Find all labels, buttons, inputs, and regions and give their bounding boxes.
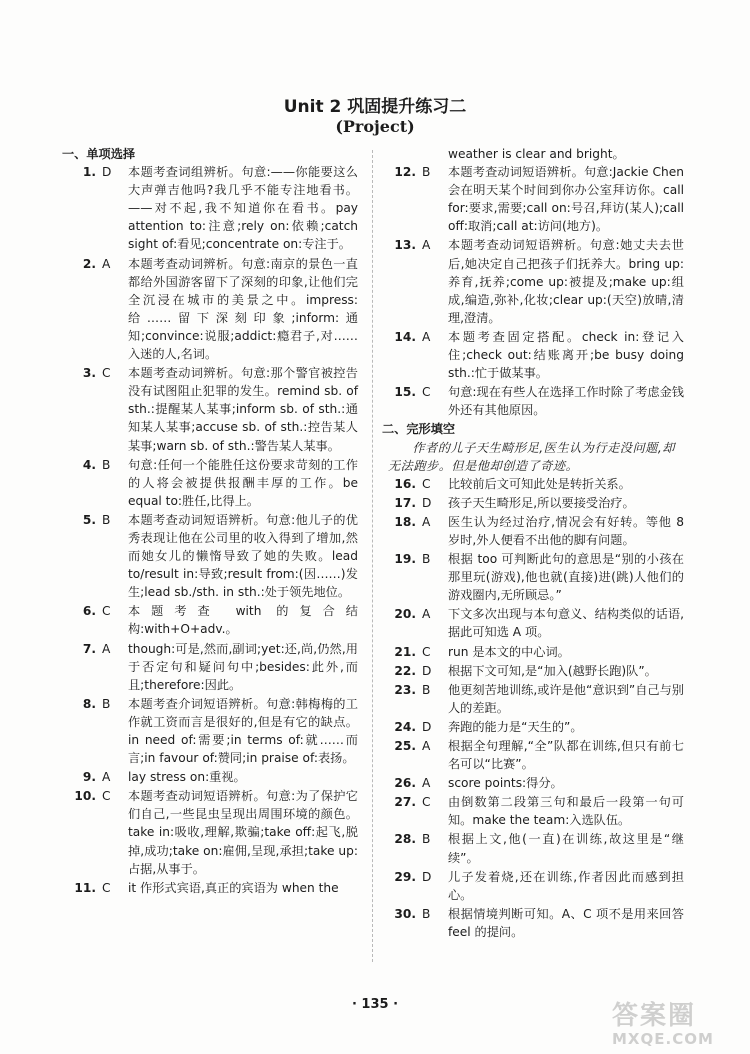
question-number: 23. <box>394 682 416 697</box>
answer-list-right-b <box>388 475 684 941</box>
question-number: 2. <box>82 256 96 271</box>
answer-item <box>68 695 358 767</box>
explanation-text: 根据情境判断可知。A、C 项不是用来回答 feel 的提问。 <box>448 906 684 939</box>
answer-letter: D <box>422 495 432 510</box>
explanation-text: 本题考查动词短语辨析。句意:为了保护它们自己,一些昆虫呈现出周围环境的颜色。take in:吸收,理解,欺骗;take off:起飞,脱掉,成功;take on:雇佣,呈现,承担;take up:占据,从事于。 <box>128 789 358 876</box>
question-number: 25. <box>394 739 416 753</box>
explanation-text: 儿子发着烧,还在训练,作者因此而感到担心。 <box>448 869 684 902</box>
answer-letter: B <box>102 696 111 711</box>
answer-item <box>388 662 684 680</box>
answer-list-right-a <box>388 163 684 419</box>
answer-letter: C <box>102 604 111 619</box>
question-number: 10. <box>74 789 96 804</box>
question-number: 7. <box>82 641 96 656</box>
explanation-text: 本题考查动词辨析。句意:南京的景色一直都给外国游客留下了深刻的印象,让他们完全沉浸在城市的美景之中。impress:给……留下深刻印象;inform:通知;convince:说服;addict:瘾君子,对……入迷的人,名词。 <box>128 256 358 362</box>
page-subtitle: (Project) <box>335 117 415 136</box>
item-11-continuation: weather is clear and bright。 <box>448 147 625 161</box>
question-number: 24. <box>394 719 416 734</box>
explanation-text: 本题考查动词短语辨析。句意:她丈夫去世后,她决定自己把孩子们抚养大。bring up:养育,抚养;come up:被提及;make up:组成,编造,弥补,化妆;clear up:(天空)放晴,清理,澄清。 <box>448 238 684 325</box>
watermark-url: MXQE.COM <box>612 1030 714 1048</box>
answer-letter: B <box>422 165 431 180</box>
question-number: 26. <box>394 776 416 791</box>
question-number: 11. <box>74 880 96 895</box>
answer-letter: B <box>422 682 431 697</box>
answer-letter: C <box>102 880 111 895</box>
answer-letter: A <box>102 256 111 271</box>
explanation-text: lay stress on:重视。 <box>128 770 246 785</box>
left-column <box>62 145 358 898</box>
explanation-text: 医生认为经过治疗,情况会有好转。等他 8 岁时,外人便看不出他的脚有问题。 <box>448 514 684 547</box>
answer-letter: A <box>422 776 431 791</box>
question-number: 8. <box>82 696 96 711</box>
answer-letter: A <box>422 514 431 529</box>
watermark-logo-text: 答案圈 <box>612 1001 697 1031</box>
question-number: 28. <box>394 832 416 847</box>
answer-item <box>68 456 358 510</box>
answer-item <box>388 236 684 326</box>
answer-letter: B <box>102 457 111 472</box>
answer-item <box>388 793 684 829</box>
answer-item <box>388 513 684 549</box>
explanation-text: 本题考查动词短语辨析。句意:Jackie Chen 会在明天某个时间到你办公室拜访你。call for:要求,需要;call on:号召,拜访(某人);call off:取消;call at:访问(地方)。 <box>448 165 684 234</box>
question-number: 1. <box>82 165 96 180</box>
question-number: 14. <box>394 329 416 344</box>
answer-item <box>68 602 358 638</box>
explanation-text: 根据全句理解,“全”队都在训练,但只有前七名可以“比赛”。 <box>448 739 684 772</box>
answer-letter: B <box>102 512 111 527</box>
explanation-text: 根据 too 可判断此句的意思是“别的小孩在那里玩(游戏),他也就(直接)进(跳)人他们的游戏圈内,无所顾忌。” <box>448 552 684 603</box>
explanation-text: 奔跑的能力是“天生的”。 <box>448 719 583 734</box>
explanation-text: it 作形式宾语,真正的宾语为 when the <box>128 880 339 895</box>
answer-letter: C <box>422 795 431 810</box>
answer-letter: D <box>102 165 112 180</box>
explanation-text: 本题考查词组辨析。句意:——你能要这么大声弹吉他吗?我几乎不能专注地看书。——对不起,我不知道你在看书。pay attention to:注意;rely on:依赖;catch sight of:看见;concentrate on:专注于。 <box>128 165 358 252</box>
answer-letter: A <box>102 641 111 656</box>
question-number: 16. <box>394 476 416 491</box>
answer-item <box>68 163 358 253</box>
explanation-text: 他更刻苦地训练,或许是他“意识到”自己与别人的差距。 <box>448 682 684 715</box>
answer-item <box>68 787 358 877</box>
explanation-text: 本题考查 with 的复合结构:with+O+adv.。 <box>128 604 358 637</box>
answer-letter: A <box>422 739 431 753</box>
explanation-text: 本题考查介词短语辨析。句意:韩梅梅的工作就工资而言是很好的,但是有它的缺点。in need of:需要;in terms of:就……而言;in favour of:赞同;in praise of:表扬。 <box>128 696 358 766</box>
answer-item <box>388 830 684 866</box>
watermark-logo <box>612 1002 742 1050</box>
question-number: 5. <box>82 512 96 527</box>
answer-letter: C <box>102 366 111 381</box>
explanation-text: 本题考查动词辨析。句意:那个警官被控告没有试图阻止犯罪的发生。remind sb. of sth.:提醒某人某事;inform sb. of sth.:通知某人某事;accuse sb. of sth.:控告某人某事;warn sb. of sth.:警告某人某事。 <box>128 366 358 453</box>
question-number: 17. <box>394 495 416 510</box>
question-number: 15. <box>394 385 416 400</box>
answer-item <box>388 328 684 382</box>
answer-item <box>68 640 358 694</box>
section-heading-cloze: 二、完形填空 <box>382 422 456 437</box>
answer-letter: C <box>102 789 111 804</box>
answer-item <box>68 255 358 364</box>
question-number: 4. <box>82 457 96 472</box>
column-divider <box>372 150 373 962</box>
answer-letter: C <box>422 476 431 491</box>
answer-item <box>68 364 358 454</box>
answer-letter: A <box>422 607 431 622</box>
answer-item <box>388 868 684 904</box>
answer-letter: C <box>422 644 431 659</box>
question-number: 12. <box>394 165 416 180</box>
explanation-text: 本题考查动词短语辨析。句意:他儿子的优秀表现让他在公司里的收入得到了增加,然而她女儿的懒惰导致了她的失败。lead to/result in:导致;result from:(因……)发生;lead sb./sth. in sth.:处于领先地位。 <box>128 512 358 600</box>
cloze-intro: 作者的儿子天生畸形足,医生认为行走没问题,却无法跑步。但是他却创造了奇迹。 <box>388 440 675 473</box>
explanation-text: run 是本文的中心词。 <box>448 644 570 659</box>
question-number: 20. <box>394 607 416 622</box>
answer-item <box>388 494 684 512</box>
page-number: · 135 · <box>351 997 399 1012</box>
question-number: 19. <box>394 552 416 567</box>
answer-letter: B <box>422 832 431 847</box>
answer-item <box>388 737 684 773</box>
answer-letter: D <box>422 663 432 678</box>
page-title: Unit 2 巩固提升练习二 <box>283 97 467 117</box>
answer-letter: A <box>422 238 431 253</box>
explanation-text: 句意:现在有些人在选择工作时除了考虑金钱外还有其他原因。 <box>448 385 684 418</box>
answer-item <box>388 905 684 941</box>
answer-item <box>388 718 684 736</box>
answer-letter: D <box>422 869 432 884</box>
question-number: 21. <box>394 644 416 659</box>
question-number: 22. <box>394 663 416 678</box>
answer-item <box>68 879 358 897</box>
right-column <box>382 145 684 942</box>
answer-item <box>68 511 358 601</box>
explanation-text: 比较前后文可知此处是转折关系。 <box>448 476 631 491</box>
answer-list-left <box>68 163 358 897</box>
question-number: 6. <box>82 604 96 619</box>
answer-item <box>388 681 684 717</box>
explanation-text: 下文多次出现与本句意义、结构类似的话语,据此可知选 A 项。 <box>448 607 684 640</box>
answer-letter: C <box>422 385 431 400</box>
answer-item <box>388 163 684 235</box>
answer-item <box>388 550 684 604</box>
question-number: 9. <box>82 770 96 785</box>
explanation-text: though:可是,然而,副词;yet:还,尚,仍然,用于否定句和疑问句中;besides:此外,而且;therefore:因此。 <box>128 641 358 692</box>
answer-item <box>388 643 684 661</box>
answer-item <box>388 605 684 641</box>
answer-letter: D <box>422 719 432 734</box>
answer-letter: A <box>102 770 111 785</box>
question-number: 3. <box>82 366 96 381</box>
section-heading-single-choice: 一、单项选择 <box>62 147 136 161</box>
explanation-text: 根据上文,他(一直)在训练,故这里是“继续”。 <box>448 832 684 865</box>
question-number: 30. <box>394 906 416 921</box>
explanation-text: 根据下文可知,是“加入(越野长跑)队”。 <box>448 663 657 678</box>
answer-item <box>388 774 684 792</box>
question-number: 13. <box>394 238 416 253</box>
question-number: 29. <box>394 869 416 884</box>
answer-letter: B <box>422 552 431 567</box>
answer-letter: B <box>422 906 431 921</box>
explanation-text: 句意:任何一个能胜任这份要求苛刻的工作的人将会被提供报酬丰厚的工作。be equal to:胜任,比得上。 <box>128 457 358 508</box>
explanation-text: 孩子天生畸形足,所以要接受治疗。 <box>448 495 635 510</box>
question-number: 27. <box>394 795 416 810</box>
explanation-text: 由倒数第二段第三句和最后一段第一句可知。make the team:入选队伍。 <box>448 795 684 828</box>
answer-item <box>388 475 684 493</box>
explanation-text: score points:得分。 <box>448 776 563 791</box>
answer-item <box>388 383 684 419</box>
answer-letter: A <box>422 329 431 344</box>
question-number: 18. <box>394 514 416 529</box>
explanation-text: 本题考查固定搭配。check in:登记入住;check out:结账离开;be busy doing sth.:忙于做某事。 <box>448 329 684 381</box>
answer-item <box>68 768 358 786</box>
